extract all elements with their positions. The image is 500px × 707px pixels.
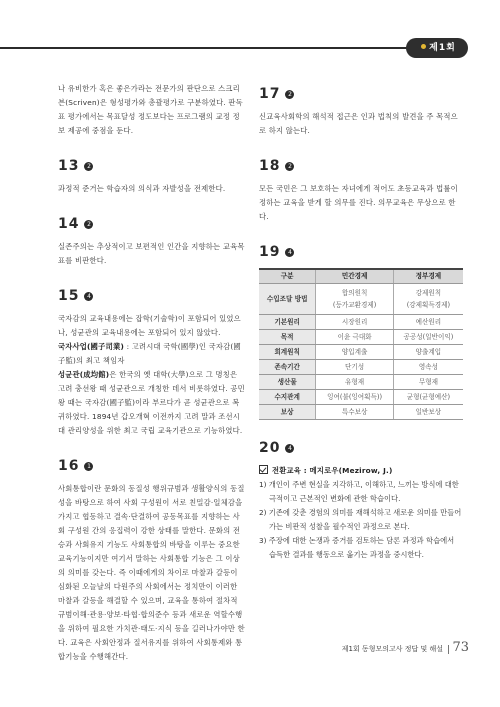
table-row	[259, 330, 463, 345]
row-label: 목적	[259, 330, 316, 345]
q19-number: 19	[259, 244, 281, 260]
table-cell: 일반보상	[393, 405, 463, 420]
table-cell: 공공성(일반이익)	[393, 330, 463, 345]
table-cell: 이윤 극대화	[316, 330, 393, 345]
footer-label: 제1회 동형모의고사 정답 및 해설	[341, 645, 443, 653]
page-header-bar	[0, 38, 500, 58]
q15-paragraph-1: 국자감의 교육내용에는 잡학(기술학)이 포함되어 있었으나, 성균관의 교육내용에는 포함되어 있지 않았다.	[58, 314, 241, 337]
q15-term-2: 성균관(成均館)	[58, 370, 110, 379]
table-cell: 특수보상	[316, 405, 393, 420]
q20-header	[259, 440, 463, 456]
left-column	[58, 82, 246, 664]
checkbox-icon	[259, 465, 268, 474]
q13-header	[58, 158, 246, 174]
right-column	[259, 86, 463, 562]
table-cell: 잉여(불(잉여획득))	[316, 390, 393, 405]
row-label: 존속기간	[259, 360, 316, 375]
intro-paragraph: 나 유비한가 혹은 좋은가라는 전문가의 판단으로 스크리븐(Scriven)은 형성평가와 총괄평가로 구분하였다. 판독표 평가에서는 목표달성 정도보다는 프로그램의 교정 정보 제공에 중점을 둔다.	[58, 84, 243, 135]
table-cell: 영속성	[393, 360, 463, 375]
row-label: 회계원칙	[259, 345, 316, 360]
q20-title	[259, 464, 463, 478]
table-cell: 유형재	[316, 375, 393, 390]
q20-title-text: 전환교육 : 메지로우(Mezirow, J.)	[272, 466, 393, 475]
table-cell: 단기성	[316, 360, 393, 375]
table-header-cell: 민간경제	[316, 269, 393, 284]
q20-number: 20	[259, 440, 281, 456]
list-item: 3) 주장에 대한 논쟁과 증거를 검토하는 담론 과정과 학습에서 습득한 결과를 행동으로 옮기는 과정을 중시한다.	[259, 536, 455, 559]
table-cell: 무형재	[393, 375, 463, 390]
table-row	[259, 284, 463, 315]
row-label: 수입조달 방법	[259, 284, 316, 315]
table-cell: 합의원칙 (등가교환경제)	[316, 284, 393, 315]
table-cell: 양입계출	[316, 345, 393, 360]
table-row	[259, 405, 463, 420]
table-cell: 시장원리	[316, 315, 393, 330]
q15-answer-mark: 4	[84, 292, 93, 301]
table-cell: 양출계입	[393, 345, 463, 360]
q20-point-list	[259, 478, 463, 562]
q13-number: 13	[58, 158, 80, 174]
q19-header	[259, 244, 463, 260]
table-row	[259, 360, 463, 375]
table-row	[259, 345, 463, 360]
q18-header	[259, 158, 463, 174]
badge-dot-icon	[421, 44, 426, 49]
footer-divider	[448, 645, 449, 654]
q14-header	[58, 216, 246, 232]
q15-header	[58, 288, 246, 304]
q14-explanation: 실존주의는 추상적이고 보편적인 인간을 지향하는 교육목표를 비판한다.	[58, 242, 245, 265]
q13-explanation: 과정적 준거는 학습자의 의식과 자발성을 전제한다.	[58, 184, 226, 193]
q17-explanation: 신교육사회학의 해석적 접근은 인과 법칙의 발견을 주 목적으로 하지 않는다.	[259, 112, 458, 135]
table-cell: 균형(균형예산)	[393, 390, 463, 405]
row-label: 기본원리	[259, 315, 316, 330]
economy-comparison-table	[259, 268, 463, 420]
q20-answer-mark: 4	[285, 444, 294, 453]
q15-term-1: 국자사업(國子司業)	[58, 342, 125, 351]
q16-answer-mark: 1	[84, 462, 93, 471]
page-footer	[327, 639, 477, 659]
q14-number: 14	[58, 216, 80, 232]
table-header-cell: 구분	[259, 269, 316, 284]
table-row	[259, 390, 463, 405]
q14-answer-mark: 2	[84, 220, 93, 229]
badge-label: 제1회	[429, 43, 456, 53]
q17-number: 17	[259, 86, 281, 102]
q16-number: 16	[58, 458, 80, 474]
q15-paragraph-3	[58, 368, 246, 438]
list-item: 1) 개인이 주변 현실을 지각하고, 이해하고, 느끼는 방식에 대한 극적이고 근본적인 변화에 관한 학습이다.	[259, 480, 459, 503]
q18-number: 18	[259, 158, 281, 174]
table-row	[259, 375, 463, 390]
table-cell: 강제원칙 (강제획득경제)	[393, 284, 463, 315]
row-label: 수지관계	[259, 390, 316, 405]
q15-number: 15	[58, 288, 80, 304]
row-label: 생산물	[259, 375, 316, 390]
q16-header	[58, 458, 246, 474]
q15-term-2-desc: 은 한국의 옛 대학(大學)으로 그 명칭은 고려 충선왕 때 성균관으로 개칭한 데서 비롯하였다. 공민왕 때는 국자감(國子監)이라 부르다가 곧 성균관으로 복귀하였다. 1894년 갑오개혁 이전까지 고려 말과 조선시대 관리양성을 위한 최고 국립 교육기관으로 기능하였다.	[58, 370, 245, 435]
q18-explanation: 모든 국민은 그 보호하는 자녀에게 적어도 초등교육과 법률이 정하는 교육을 받게 할 의무를 진다. 의무교육은 무상으로 한다.	[259, 184, 458, 221]
q16-explanation: 사회통합이란 문화의 동질성 행위규범과 생활양식의 동질성을 바탕으로 하여 사회 구성원이 서로 친밀감·일체감을 가지고 협동하고 결속·단결하여 공동목표를 지향하는 사회 구성원 간의 응집력이 강한 상태를 말한다. 문화의 전승과 사회유지 기능도 사회통합의 바탕을 이루는 중요한 교육기능이지만 여기서 말하는 사회통합 기능은 그 이상의 의미를 갖는다. 즉 이때에게의 차이로 마찰과 갈등이 심화된 오늘날의 다원주의 사회에서는 정치만이 이러한 마찰과 갈등을 해결할 수 있으며, 교육을 통하여 절차적 규범이해·관용·양보·타협·합의준수 등과 새로운 역할수행을 위하여 필요한 가치관·태도·지식 등을 길러나가야만 한다. 교육은 사회안정과 질서유지를 위하여 사회통제와 통합기능을 수행해간다.	[58, 484, 245, 661]
q17-answer-mark: 2	[285, 90, 294, 99]
q13-answer-mark: 2	[84, 162, 93, 171]
q17-header	[259, 86, 463, 102]
row-label: 보상	[259, 405, 316, 420]
table-cell: 예산원리	[393, 315, 463, 330]
q18-answer-mark: 2	[285, 162, 294, 171]
page-number: 73	[452, 640, 469, 655]
exam-round-badge	[406, 38, 468, 58]
table-header-row	[259, 269, 463, 284]
q15-paragraph-2	[58, 340, 246, 368]
q15-term-1-desc: : 고려시대 국학(國學)인 국자감(國子監)의 최고 책임자	[58, 342, 241, 365]
header-rule	[0, 47, 410, 49]
table-header-cell: 정부경제	[393, 269, 463, 284]
list-item: 2) 기존에 갖춘 경험의 의미를 재해석하고 새로운 의미를 만들어가는 비판적 성찰을 필수적인 과정으로 본다.	[259, 508, 462, 531]
q19-answer-mark: 4	[285, 248, 294, 257]
table-row	[259, 315, 463, 330]
